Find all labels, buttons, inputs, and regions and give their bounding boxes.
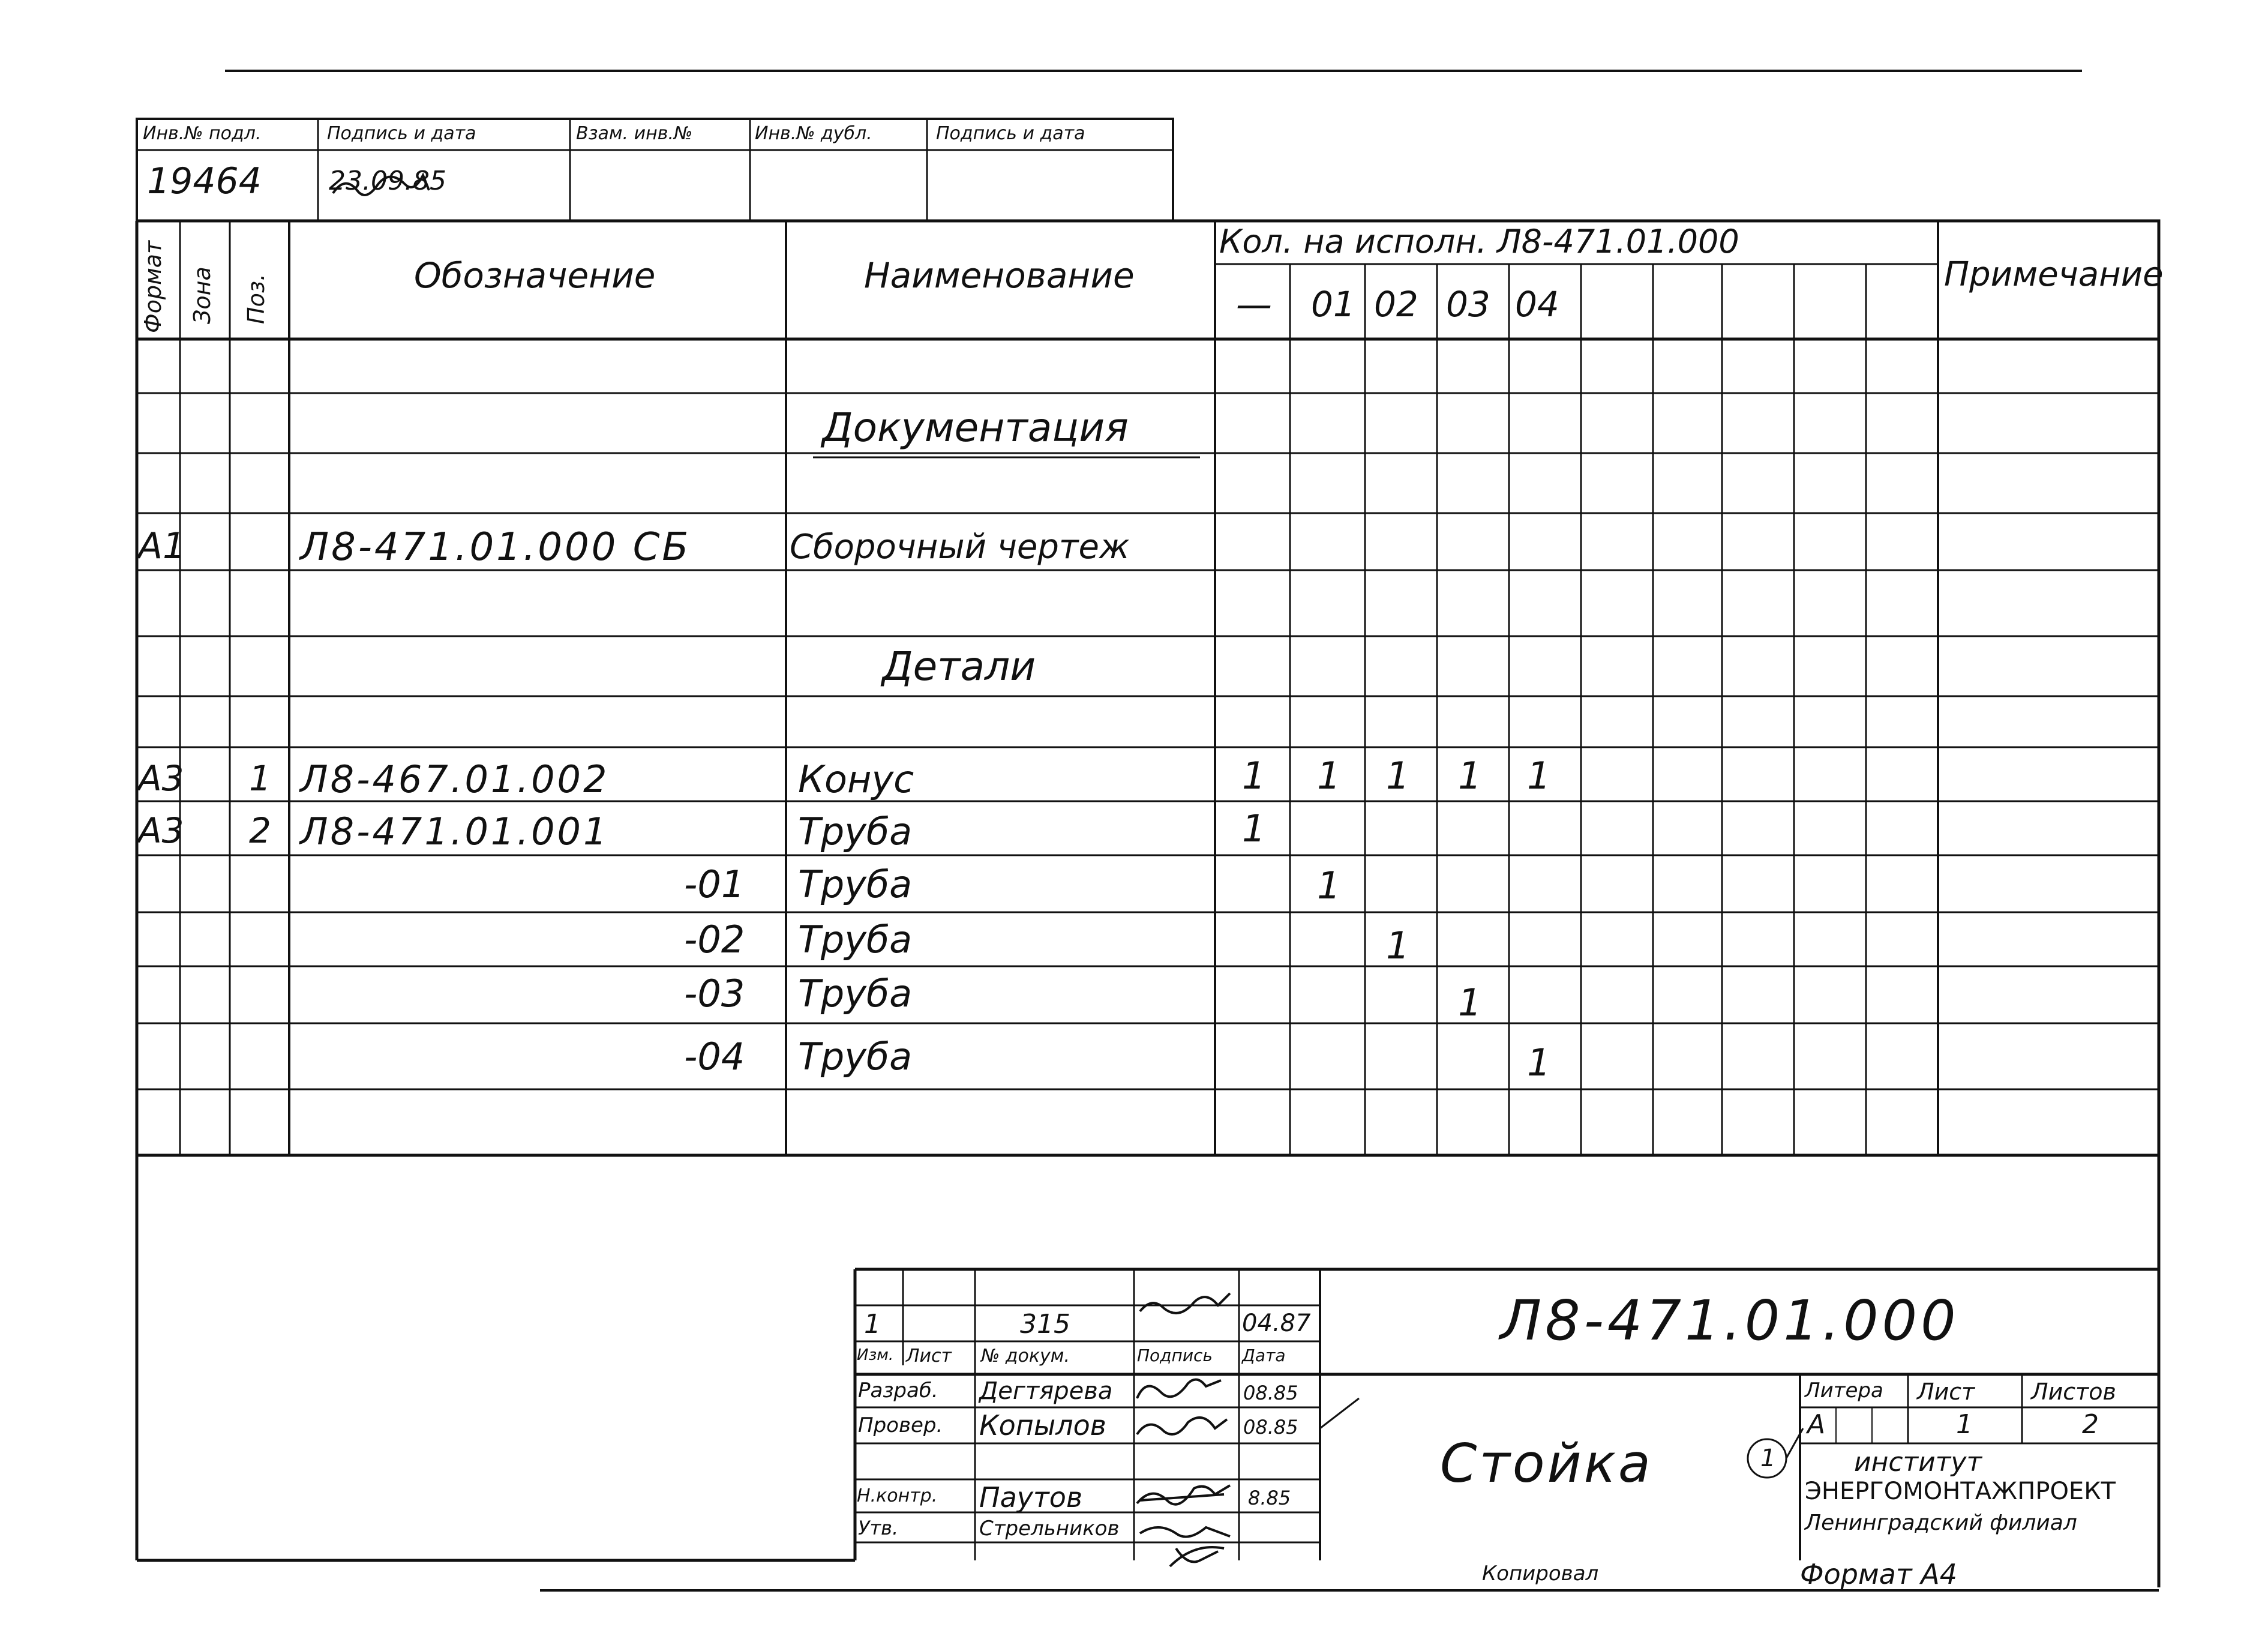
row-qty-base: 1 [1242, 754, 1266, 798]
section-parts: Детали [882, 643, 1036, 690]
row-name: Труба [798, 862, 913, 906]
row-qty-02: 1 [1386, 924, 1410, 967]
row-format: А3 [138, 758, 184, 799]
row-qty-01: 1 [1317, 754, 1341, 798]
product-name: Стойка [1440, 1433, 1653, 1494]
col-header-name: Наименование [864, 255, 1135, 296]
org-line1: институт [1854, 1447, 1982, 1478]
org-line2: ЭНЕРГОМОНТАЖПРОЕКТ [1805, 1478, 2116, 1505]
qty-col-header-base: — [1236, 284, 1272, 326]
row-qty-base: 1 [1242, 807, 1266, 850]
stamp-header-vzam-inv: Взам. инв.№ [576, 123, 693, 144]
col-label-list: Лист [906, 1346, 952, 1367]
row-format: А3 [138, 810, 184, 851]
row-name: Труба [798, 918, 913, 961]
role-prover: Провер. [858, 1413, 943, 1437]
stamp-header-inv-podl: Инв.№ подл. [143, 123, 262, 144]
doc-row-designation: Л8-471.01.000 СБ [300, 525, 691, 570]
row-name: Конус [798, 757, 914, 801]
stamp-header-podpis-data: Подпись и дата [327, 123, 476, 144]
row-qty-01: 1 [1317, 864, 1341, 907]
org-line3: Ленинградский филиал [1805, 1511, 2077, 1535]
date-nkontr: 8.85 [1248, 1487, 1291, 1509]
col-header-designation: Обозначение [414, 255, 656, 296]
change-date: 04.87 [1242, 1310, 1311, 1337]
stamp-header-podpis-data-2: Подпись и дата [936, 123, 1085, 144]
col-label-izm: Изм. [857, 1346, 894, 1364]
row-qty-03: 1 [1458, 981, 1482, 1024]
row-qty-04: 1 [1527, 1041, 1551, 1084]
stamp-date-value: 23.09.85 [329, 166, 446, 196]
date-razrab: 08.85 [1243, 1382, 1298, 1404]
row-name: Труба [798, 810, 913, 853]
qty-col-header-01: 01 [1311, 284, 1355, 325]
name-nkontr: Паутов [979, 1481, 1083, 1514]
col-header-note: Примечание [1944, 255, 2164, 294]
change-doc-no: 315 [1020, 1309, 1070, 1340]
role-razrab: Разраб. [858, 1379, 938, 1403]
row-qty-03: 1 [1458, 754, 1482, 798]
litera-label: Литера [1805, 1379, 1883, 1403]
row-qty-02: 1 [1386, 754, 1410, 798]
stamp-header-inv-dubl: Инв.№ дубл. [755, 123, 872, 144]
col-header-pos: Поз. [243, 273, 269, 324]
sheets-value: 2 [2082, 1409, 2099, 1440]
row-designation: -01 [684, 862, 745, 906]
role-nkontr: Н.контр. [857, 1485, 938, 1506]
col-header-zone: Зона [189, 266, 215, 324]
footer-format: Формат А4 [1800, 1558, 1957, 1590]
qty-col-header-03: 03 [1446, 284, 1490, 325]
footer-copied: Копировал [1482, 1562, 1599, 1586]
row-pos: 2 [249, 810, 271, 851]
col-label-signature: Подпись [1137, 1346, 1213, 1365]
row-designation: Л8-471.01.001 [300, 810, 610, 853]
row-name: Труба [798, 972, 913, 1015]
sheet-label: Лист [1917, 1379, 1975, 1405]
sheets-label: Листов [2031, 1379, 2116, 1405]
signatures [333, 175, 1230, 1562]
sheet-value: 1 [1956, 1409, 1973, 1440]
row-designation: -04 [684, 1035, 745, 1078]
doc-row-name: Сборочный чертеж [790, 528, 1130, 567]
qty-col-header-02: 02 [1374, 284, 1418, 325]
role-utv: Утв. [858, 1517, 899, 1539]
name-razrab: Дегтярева [979, 1377, 1113, 1405]
litera-value: А [1807, 1409, 1826, 1440]
circle-mark: 1 [1760, 1445, 1776, 1472]
qty-col-header-04: 04 [1515, 284, 1559, 325]
row-pos: 1 [249, 758, 271, 799]
change-izm: 1 [864, 1309, 881, 1340]
name-prover: Копылов [979, 1409, 1106, 1442]
row-designation: Л8-467.01.002 [300, 757, 610, 801]
row-name: Труба [798, 1035, 913, 1078]
drawing-designation: Л8-471.01.000 [1500, 1289, 1960, 1353]
row-qty-04: 1 [1527, 754, 1551, 798]
col-label-date: Дата [1242, 1346, 1286, 1365]
col-header-format: Формат [140, 240, 166, 333]
row-designation: -02 [684, 918, 745, 961]
row-designation: -03 [684, 972, 745, 1015]
date-prover: 08.85 [1243, 1416, 1298, 1439]
section-documentation: Документация [822, 404, 1129, 451]
name-utv: Стрельников [979, 1517, 1120, 1541]
doc-row-format: А1 [138, 525, 186, 567]
col-header-qty-title: Кол. на исполн. Л8-471.01.000 [1219, 223, 1739, 260]
stamp-inv-value: 19464 [147, 160, 262, 202]
col-label-doc-no: № докум. [981, 1346, 1070, 1367]
